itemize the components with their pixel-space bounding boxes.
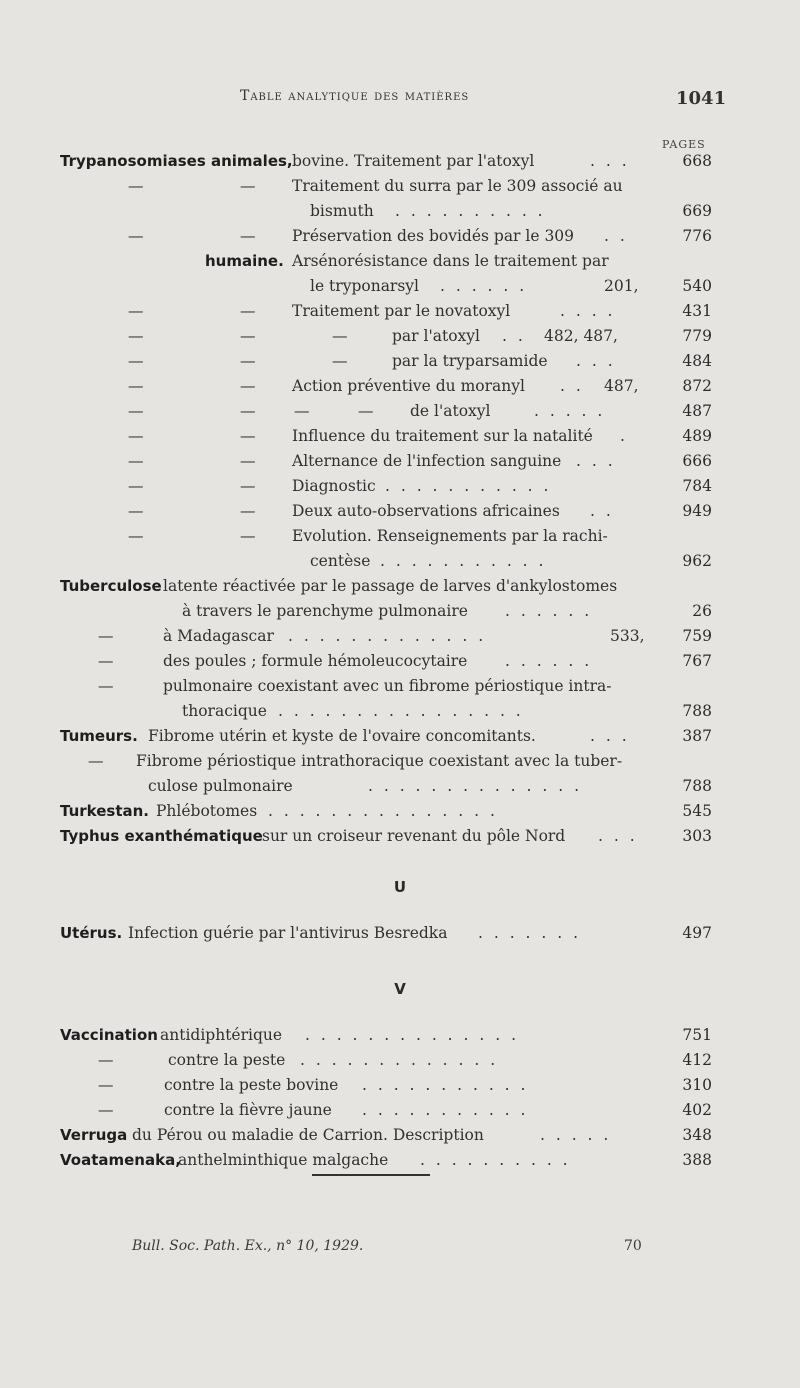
ditto-dash: — [240,352,256,370]
entry-headword: Voatamenaka, [60,1151,181,1169]
ditto-dash: — [332,352,348,370]
entry-page: 788 [682,702,712,720]
index-entry [0,325,800,347]
entry-text: du Pérou ou maladie de Carrion. Description [132,1126,484,1144]
entry-text: par la tryparsamide [392,352,548,370]
entry-page: 348 [682,1126,712,1144]
entry-headword: Utérus. [60,924,123,942]
entry-text: latente réactivée par le passage de larves d'ankylostomes [163,577,618,595]
index-entry [0,200,800,222]
entry-text: pulmonaire coexistant avec un fibrome périostique intra- [163,677,612,695]
entry-page: 779 [682,327,712,345]
entry-leader: . . . . . . . . . . . . . . [305,1026,520,1044]
ditto-dash: — [294,402,310,420]
entry-text: anthelminthique malgache [178,1151,389,1169]
entry-text: bovine. Traitement par l'atoxyl [292,152,535,170]
index-entry [0,575,800,597]
entry-page: 776 [682,227,712,245]
index-entry [0,1049,800,1071]
entry-page: 387 [682,727,712,745]
ditto-dash: — [240,427,256,445]
entry-page: 402 [682,1101,712,1119]
ditto-dash: — [128,527,144,545]
entry-leader: . . . . [560,302,616,320]
entry-text: bismuth [310,202,374,220]
index-entry [0,675,800,697]
entry-text: contre la peste [168,1051,286,1069]
entry-text: Infection guérie par l'antivirus Besredka [128,924,448,942]
index-entry [0,750,800,772]
ditto-dash: — [98,677,114,695]
entry-text: centèse [310,552,371,570]
entry-headword: Typhus exanthématique [60,827,263,845]
ditto-dash: — [240,227,256,245]
entry-text: antidiphtérique [160,1026,283,1044]
entry-text: sur un croiseur revenant du pôle Nord [262,827,566,845]
ditto-dash: — [332,327,348,345]
entry-page: 751 [682,1026,712,1044]
entry-leader: . . [604,227,628,245]
ditto-dash: — [240,477,256,495]
entry-leader: . . . [590,727,630,745]
index-entry [0,600,800,622]
entry-text: contre la peste bovine [164,1076,339,1094]
ditto-dash: — [128,427,144,445]
index-entry [0,250,800,272]
ditto-dash: — [240,527,256,545]
entry-leader: . . . . . . . . . . . [362,1076,529,1094]
page-number: 1041 [676,88,727,109]
entry-headword: Tumeurs. [60,727,138,745]
entry-leader: . [620,427,628,445]
ditto-dash: — [128,177,144,195]
ditto-dash: — [240,327,256,345]
index-entry [0,175,800,197]
entry-text-pages: 201, [604,277,639,295]
entry-headword: Trypanosomiases animales, [60,152,293,170]
footer-sheet-number: 70 [624,1238,642,1254]
index-entry [0,825,800,847]
entry-text: Evolution. Renseignements par la rachi- [292,527,608,545]
entry-leader: . . . [576,352,616,370]
entry-page: 489 [682,427,712,445]
entry-leader: . . . . . . [505,602,593,620]
index-entry [0,650,800,672]
ditto-dash: — [128,302,144,320]
entry-leader: . . . . . . . . . . . . . . [368,777,583,795]
entry-leader: . . [590,502,614,520]
entry-leader: . . . [598,827,638,845]
ditto-dash: — [240,452,256,470]
index-entry [0,225,800,247]
ditto-dash: — [128,327,144,345]
running-header-title: Table analytique des matières [240,88,470,104]
entry-page: 412 [682,1051,712,1069]
entry-text-pages: 533, [610,627,645,645]
entry-text: Deux auto-observations africaines [292,502,560,520]
index-entry [0,922,800,944]
entry-leader: . . . . . . . . . . . [362,1101,529,1119]
entry-leader: . . . . . . . . . . . . . . . [268,802,498,820]
entry-text: thoracique [182,702,267,720]
ditto-dash: — [128,452,144,470]
entry-text: Fibrome périostique intrathoracique coexistant avec la tuber- [136,752,623,770]
ditto-dash: — [128,227,144,245]
entry-page: 668 [682,152,712,170]
entry-text: à Madagascar [163,627,274,645]
index-entry [0,725,800,747]
entry-text: à travers le parenchyme pulmonaire [182,602,468,620]
ditto-dash: — [240,502,256,520]
entry-text-pages: 482, 487, [544,327,618,345]
entry-text: des poules ; formule hémoleucocytaire [163,652,468,670]
entry-text: par l'atoxyl [392,327,480,345]
index-entry [0,550,800,572]
index-entry [0,400,800,422]
ditto-dash: — [358,402,374,420]
entry-leader: . . . . . [540,1126,612,1144]
ditto-dash: — [98,1076,114,1094]
entry-text: Diagnostic [292,477,376,495]
ditto-dash: — [88,752,104,770]
entry-page: 962 [682,552,712,570]
entry-headword: Vaccination [60,1026,158,1044]
entry-text: Arsénorésistance dans le traitement par [292,252,609,270]
ditto-dash: — [128,502,144,520]
entry-text: Phlébotomes [156,802,258,820]
end-rule [312,1174,430,1176]
index-entry [0,475,800,497]
ditto-dash: — [98,1101,114,1119]
entry-leader: . . . . . . [505,652,593,670]
ditto-dash: — [128,402,144,420]
entry-page: 872 [682,377,712,395]
entry-leader: . . . . . [534,402,606,420]
entry-text: Préservation des bovidés par le 309 [292,227,575,245]
entry-headword: Verruga [60,1126,128,1144]
entry-headword: Turkestan. [60,802,150,820]
index-entry [0,1124,800,1146]
entry-text: Traitement par le novatoxyl [292,302,511,320]
entry-text: culose pulmonaire [148,777,293,795]
section-letter-u: U [393,878,407,896]
ditto-dash: — [128,377,144,395]
entry-page: 497 [682,924,712,942]
entry-leader: . . [502,327,526,345]
ditto-dash: — [98,652,114,670]
index-entry [0,1099,800,1121]
entry-page: 767 [682,652,712,670]
entry-page: 388 [682,1151,712,1169]
pages-column-label: PAGES [662,138,706,151]
index-entry [0,700,800,722]
index-entry [0,425,800,447]
entry-leader: . . . . . . . . . . . . . [288,627,487,645]
entry-leader: . . . . . . . . . . [395,202,546,220]
entry-page: 484 [682,352,712,370]
index-entry [0,150,800,172]
ditto-dash: — [240,402,256,420]
entry-text: Traitement du surra par le 309 associé au [292,177,623,195]
entry-page: 759 [682,627,712,645]
entry-page: 26 [692,602,712,620]
index-entry [0,775,800,797]
entry-text: le tryponarsyl [310,277,420,295]
ditto-dash: — [240,302,256,320]
index-entry [0,525,800,547]
entry-page: 669 [682,202,712,220]
entry-page: 303 [682,827,712,845]
entry-text: Alternance de l'infection sanguine [292,452,562,470]
entry-page: 487 [682,402,712,420]
ditto-dash: — [98,1051,114,1069]
entry-text: contre la fièvre jaune [164,1101,332,1119]
entry-headword: Tuberculose [60,577,162,595]
entry-text: Influence du traitement sur la natalité [292,427,593,445]
entry-text-pages: 487, [604,377,639,395]
entry-page: 310 [682,1076,712,1094]
entry-headword: humaine. [205,252,284,270]
entry-leader: . . . . . . . . . . . . . [300,1051,499,1069]
entry-page: 545 [682,802,712,820]
entry-leader: . . . . . . . . . . . . . . . . [278,702,524,720]
index-entry [0,800,800,822]
entry-leader: . . . . . . . . . . [420,1151,571,1169]
entry-leader: . . . . . . . . . . . [385,477,552,495]
index-entry [0,625,800,647]
entry-page: 540 [682,277,712,295]
index-entry [0,1074,800,1096]
entry-leader: . . . . . . . . . . . [380,552,547,570]
index-entry [0,1149,800,1171]
entry-page: 784 [682,477,712,495]
entry-page: 431 [682,302,712,320]
entry-leader: . . [560,377,584,395]
ditto-dash: — [240,377,256,395]
ditto-dash: — [128,352,144,370]
index-entry [0,1024,800,1046]
entry-leader: . . . [590,152,630,170]
index-entry [0,500,800,522]
index-entry [0,275,800,297]
entry-page: 949 [682,502,712,520]
entry-leader: . . . . . . . [478,924,582,942]
ditto-dash: — [98,627,114,645]
index-entry [0,375,800,397]
ditto-dash: — [240,177,256,195]
section-letter-v: V [394,980,406,998]
index-entry [0,350,800,372]
entry-text: Fibrome utérin et kyste de l'ovaire concomitants. [148,727,536,745]
index-entry [0,300,800,322]
index-entry [0,450,800,472]
entry-page: 666 [682,452,712,470]
entry-text: de l'atoxyl [410,402,491,420]
entry-page: 788 [682,777,712,795]
ditto-dash: — [128,477,144,495]
entry-leader: . . . [576,452,616,470]
entry-text: Action préventive du moranyl [292,377,525,395]
footer-citation: Bull. Soc. Path. Ex., n° 10, 1929. [132,1238,364,1254]
entry-leader: . . . . . . [440,277,528,295]
